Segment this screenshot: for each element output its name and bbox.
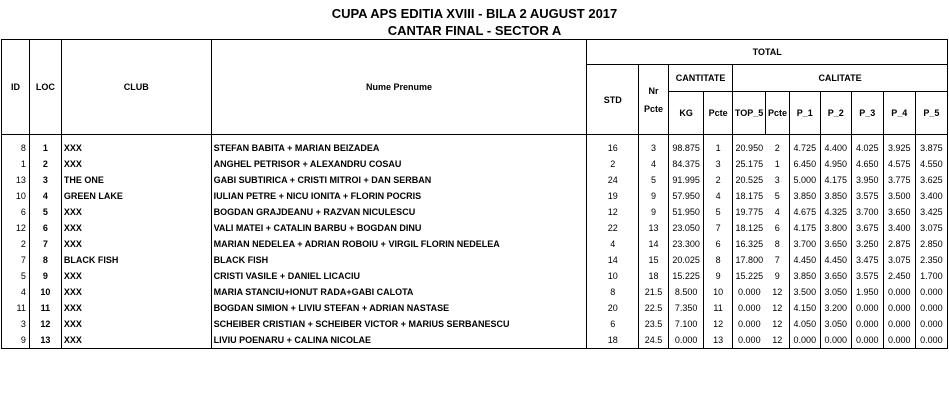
- cell-p5: 0.000: [915, 316, 947, 332]
- table-row: [2, 300, 948, 316]
- cell-std: 18: [587, 332, 639, 349]
- cell-loc: 4: [29, 188, 61, 204]
- cell-pcte-calitate: 2: [766, 135, 790, 157]
- cell-p5: 3.425: [915, 204, 947, 220]
- cell-name: IULIAN PETRE + NICU IONITA + FLORIN POCRIS: [211, 188, 587, 204]
- cell-p3: 3.950: [851, 172, 883, 188]
- cell-pcte-calitate: 12: [766, 316, 790, 332]
- header-loc: LOC: [29, 40, 61, 135]
- cell-id: 9: [2, 332, 30, 349]
- cell-club: XXX: [61, 204, 211, 220]
- cell-name: CRISTI VASILE + DANIEL LICACIU: [211, 268, 587, 284]
- cell-pcte-calitate: 12: [766, 284, 790, 300]
- cell-pcte-cantitate: 12: [704, 316, 733, 332]
- table-row: [2, 156, 948, 172]
- cell-p3: 0.000: [851, 332, 883, 349]
- cell-id: 11: [2, 300, 30, 316]
- cell-p4: 2.450: [883, 268, 915, 284]
- cell-pcte-calitate: 6: [766, 220, 790, 236]
- cell-pcte-calitate: 5: [766, 188, 790, 204]
- table-row: [2, 252, 948, 268]
- cell-id: 1: [2, 156, 30, 172]
- table-row: [2, 284, 948, 300]
- cell-club: XXX: [61, 332, 211, 349]
- cell-p3: 3.475: [851, 252, 883, 268]
- cell-nr-pcte: 15: [639, 252, 669, 268]
- cell-kg: 98.875: [669, 135, 704, 157]
- cell-std: 4: [587, 236, 639, 252]
- cell-p3: 0.000: [851, 300, 883, 316]
- cell-club: THE ONE: [61, 172, 211, 188]
- cell-nr-pcte: 14: [639, 236, 669, 252]
- header-top5: TOP_5: [733, 92, 766, 135]
- cell-p4: 3.925: [883, 135, 915, 157]
- cell-nr-pcte: 13: [639, 220, 669, 236]
- cell-p3: 3.250: [851, 236, 883, 252]
- cell-p3: 3.675: [851, 220, 883, 236]
- header-p1: P_1: [789, 92, 820, 135]
- cell-name: STEFAN BABITA + MARIAN BEIZADEA: [211, 135, 587, 157]
- cell-p2: 3.050: [820, 316, 851, 332]
- cell-nr-pcte: 9: [639, 188, 669, 204]
- report-title: CUPA APS EDITIA XVIII - BILA 2 AUGUST 2017: [331, 6, 618, 21]
- table-row: [2, 188, 948, 204]
- cell-id: 10: [2, 188, 30, 204]
- cell-club: XXX: [61, 220, 211, 236]
- cell-kg: 84.375: [669, 156, 704, 172]
- cell-pcte-cantitate: 4: [704, 188, 733, 204]
- cell-pcte-cantitate: 6: [704, 236, 733, 252]
- cell-p1: 4.675: [789, 204, 820, 220]
- header-nr-pcte: Nr Pcte: [639, 65, 669, 135]
- cell-club: XXX: [61, 268, 211, 284]
- table-row: [2, 316, 948, 332]
- cell-p4: 3.500: [883, 188, 915, 204]
- cell-p5: 2.850: [915, 236, 947, 252]
- cell-p5: 0.000: [915, 332, 947, 349]
- cell-nr-pcte: 21.5: [639, 284, 669, 300]
- cell-p1: 4.175: [789, 220, 820, 236]
- cell-std: 14: [587, 252, 639, 268]
- cell-loc: 2: [29, 156, 61, 172]
- cell-pcte-cantitate: 1: [704, 135, 733, 157]
- cell-id: 7: [2, 252, 30, 268]
- cell-kg: 15.225: [669, 268, 704, 284]
- cell-club: XXX: [61, 236, 211, 252]
- cell-p1: 0.000: [789, 332, 820, 349]
- cell-kg: 57.950: [669, 188, 704, 204]
- cell-p1: 4.450: [789, 252, 820, 268]
- header-calitate: CALITATE: [733, 65, 948, 92]
- cell-std: 22: [587, 220, 639, 236]
- cell-pcte-cantitate: 9: [704, 268, 733, 284]
- cell-nr-pcte: 9: [639, 204, 669, 220]
- header-cantitate: CANTITATE: [669, 65, 733, 92]
- cell-kg: 7.350: [669, 300, 704, 316]
- cell-p5: 3.075: [915, 220, 947, 236]
- cell-id: 2: [2, 236, 30, 252]
- cell-top5: 0.000: [733, 300, 766, 316]
- cell-p2: 3.650: [820, 268, 851, 284]
- cell-nr-pcte: 24.5: [639, 332, 669, 349]
- cell-p4: 3.650: [883, 204, 915, 220]
- cell-top5: 20.525: [733, 172, 766, 188]
- table-row: [2, 135, 948, 157]
- cell-top5: 17.800: [733, 252, 766, 268]
- cell-loc: 1: [29, 135, 61, 157]
- cell-p3: 1.950: [851, 284, 883, 300]
- header-pcte-cantitate: Pcte: [704, 92, 733, 135]
- cell-p4: 2.875: [883, 236, 915, 252]
- cell-std: 8: [587, 284, 639, 300]
- cell-top5: 20.950: [733, 135, 766, 157]
- cell-pcte-cantitate: 3: [704, 156, 733, 172]
- cell-nr-pcte: 3: [639, 135, 669, 157]
- cell-kg: 23.050: [669, 220, 704, 236]
- cell-p5: 0.000: [915, 300, 947, 316]
- cell-kg: 8.500: [669, 284, 704, 300]
- cell-kg: 91.995: [669, 172, 704, 188]
- cell-name: GABI SUBTIRICA + CRISTI MITROI + DAN SERBAN: [211, 172, 587, 188]
- cell-kg: 7.100: [669, 316, 704, 332]
- table-row: [2, 220, 948, 236]
- cell-std: 2: [587, 156, 639, 172]
- cell-p1: 3.500: [789, 284, 820, 300]
- table-row: [2, 204, 948, 220]
- cell-std: 24: [587, 172, 639, 188]
- header-p2: P_2: [820, 92, 851, 135]
- cell-id: 12: [2, 220, 30, 236]
- cell-p1: 3.700: [789, 236, 820, 252]
- cell-name: SCHEIBER CRISTIAN + SCHEIBER VICTOR + MARIUS SERBANESCU: [211, 316, 587, 332]
- cell-pcte-cantitate: 8: [704, 252, 733, 268]
- cell-id: 13: [2, 172, 30, 188]
- cell-pcte-calitate: 12: [766, 300, 790, 316]
- cell-name: ANGHEL PETRISOR + ALEXANDRU COSAU: [211, 156, 587, 172]
- cell-p2: 0.000: [820, 332, 851, 349]
- cell-p2: 3.200: [820, 300, 851, 316]
- header-id: ID: [2, 40, 30, 135]
- cell-loc: 9: [29, 268, 61, 284]
- cell-club: XXX: [61, 300, 211, 316]
- cell-club: XXX: [61, 284, 211, 300]
- cell-kg: 23.300: [669, 236, 704, 252]
- cell-p1: 3.850: [789, 268, 820, 284]
- cell-club: GREEN LAKE: [61, 188, 211, 204]
- cell-p3: 3.700: [851, 204, 883, 220]
- cell-p4: 3.400: [883, 220, 915, 236]
- cell-name: BOGDAN SIMION + LIVIU STEFAN + ADRIAN NASTASE: [211, 300, 587, 316]
- cell-pcte-calitate: 12: [766, 332, 790, 349]
- cell-club: XXX: [61, 156, 211, 172]
- cell-p2: 3.850: [820, 188, 851, 204]
- cell-std: 20: [587, 300, 639, 316]
- cell-pcte-cantitate: 13: [704, 332, 733, 349]
- cell-p5: 1.700: [915, 268, 947, 284]
- cell-name: BLACK FISH: [211, 252, 587, 268]
- cell-p1: 6.450: [789, 156, 820, 172]
- cell-name: MARIA STANCIU+IONUT RADA+GABI CALOTA: [211, 284, 587, 300]
- cell-top5: 0.000: [733, 316, 766, 332]
- cell-p2: 4.175: [820, 172, 851, 188]
- cell-kg: 51.950: [669, 204, 704, 220]
- cell-name: VALI MATEI + CATALIN BARBU + BOGDAN DINU: [211, 220, 587, 236]
- cell-p1: 3.850: [789, 188, 820, 204]
- cell-p4: 3.775: [883, 172, 915, 188]
- cell-p5: 2.350: [915, 252, 947, 268]
- cell-top5: 0.000: [733, 332, 766, 349]
- cell-club: XXX: [61, 135, 211, 157]
- cell-std: 6: [587, 316, 639, 332]
- cell-pcte-cantitate: 7: [704, 220, 733, 236]
- table-row: [2, 332, 948, 349]
- cell-kg: 20.025: [669, 252, 704, 268]
- cell-loc: 6: [29, 220, 61, 236]
- cell-p1: 4.725: [789, 135, 820, 157]
- cell-pcte-cantitate: 2: [704, 172, 733, 188]
- cell-p4: 3.075: [883, 252, 915, 268]
- header-p3: P_3: [851, 92, 883, 135]
- cell-std: 19: [587, 188, 639, 204]
- cell-loc: 7: [29, 236, 61, 252]
- cell-nr-pcte: 23.5: [639, 316, 669, 332]
- cell-pcte-calitate: 4: [766, 204, 790, 220]
- cell-p3: 3.575: [851, 188, 883, 204]
- cell-pcte-calitate: 7: [766, 252, 790, 268]
- cell-loc: 11: [29, 300, 61, 316]
- results-table: [1, 39, 948, 349]
- cell-p3: 4.025: [851, 135, 883, 157]
- header-kg: KG: [669, 92, 704, 135]
- cell-loc: 10: [29, 284, 61, 300]
- cell-top5: 25.175: [733, 156, 766, 172]
- cell-club: BLACK FISH: [61, 252, 211, 268]
- cell-loc: 13: [29, 332, 61, 349]
- cell-nr-pcte: 18: [639, 268, 669, 284]
- header-pcte-calitate: Pcte: [766, 92, 790, 135]
- cell-id: 8: [2, 135, 30, 157]
- header-p4: P_4: [883, 92, 915, 135]
- cell-std: 10: [587, 268, 639, 284]
- cell-top5: 16.325: [733, 236, 766, 252]
- cell-name: BOGDAN GRAJDEANU + RAZVAN NICULESCU: [211, 204, 587, 220]
- header-total: TOTAL: [587, 40, 948, 65]
- cell-loc: 3: [29, 172, 61, 188]
- cell-id: 6: [2, 204, 30, 220]
- table-row: [2, 172, 948, 188]
- cell-std: 12: [587, 204, 639, 220]
- cell-p1: 4.050: [789, 316, 820, 332]
- cell-p5: 3.625: [915, 172, 947, 188]
- cell-id: 3: [2, 316, 30, 332]
- cell-p4: 0.000: [883, 300, 915, 316]
- header-p5: P_5: [915, 92, 947, 135]
- cell-p2: 4.400: [820, 135, 851, 157]
- cell-p4: 0.000: [883, 316, 915, 332]
- header-nume-prenume: Nume Prenume: [211, 40, 587, 135]
- cell-p3: 3.575: [851, 268, 883, 284]
- cell-top5: 15.225: [733, 268, 766, 284]
- cell-name: LIVIU POENARU + CALINA NICOLAE: [211, 332, 587, 349]
- cell-p5: 3.400: [915, 188, 947, 204]
- cell-top5: 0.000: [733, 284, 766, 300]
- cell-loc: 8: [29, 252, 61, 268]
- cell-p4: 0.000: [883, 332, 915, 349]
- cell-id: 4: [2, 284, 30, 300]
- cell-pcte-calitate: 3: [766, 172, 790, 188]
- cell-pcte-calitate: 8: [766, 236, 790, 252]
- header-club: CLUB: [61, 40, 211, 135]
- cell-p5: 4.550: [915, 156, 947, 172]
- cell-pcte-calitate: 1: [766, 156, 790, 172]
- cell-p5: 0.000: [915, 284, 947, 300]
- cell-p2: 3.050: [820, 284, 851, 300]
- cell-nr-pcte: 5: [639, 172, 669, 188]
- report-subtitle: CANTAR FINAL - SECTOR A: [387, 23, 562, 38]
- cell-p2: 4.450: [820, 252, 851, 268]
- cell-p4: 4.575: [883, 156, 915, 172]
- cell-p5: 3.875: [915, 135, 947, 157]
- cell-nr-pcte: 22.5: [639, 300, 669, 316]
- cell-p1: 4.150: [789, 300, 820, 316]
- cell-p3: 0.000: [851, 316, 883, 332]
- cell-name: MARIAN NEDELEA + ADRIAN ROBOIU + VIRGIL FLORIN NEDELEA: [211, 236, 587, 252]
- cell-loc: 5: [29, 204, 61, 220]
- cell-pcte-cantitate: 5: [704, 204, 733, 220]
- cell-p2: 4.325: [820, 204, 851, 220]
- cell-top5: 18.175: [733, 188, 766, 204]
- table-row: [2, 268, 948, 284]
- cell-kg: 0.000: [669, 332, 704, 349]
- cell-pcte-cantitate: 11: [704, 300, 733, 316]
- cell-pcte-calitate: 9: [766, 268, 790, 284]
- header-std: STD: [587, 65, 639, 135]
- cell-p3: 4.650: [851, 156, 883, 172]
- cell-p2: 3.650: [820, 236, 851, 252]
- cell-p4: 0.000: [883, 284, 915, 300]
- table-row: [2, 236, 948, 252]
- cell-loc: 12: [29, 316, 61, 332]
- cell-top5: 18.125: [733, 220, 766, 236]
- cell-pcte-cantitate: 10: [704, 284, 733, 300]
- cell-id: 5: [2, 268, 30, 284]
- cell-club: XXX: [61, 316, 211, 332]
- cell-p2: 3.800: [820, 220, 851, 236]
- cell-std: 16: [587, 135, 639, 157]
- cell-nr-pcte: 4: [639, 156, 669, 172]
- cell-p2: 4.950: [820, 156, 851, 172]
- cell-top5: 19.775: [733, 204, 766, 220]
- cell-p1: 5.000: [789, 172, 820, 188]
